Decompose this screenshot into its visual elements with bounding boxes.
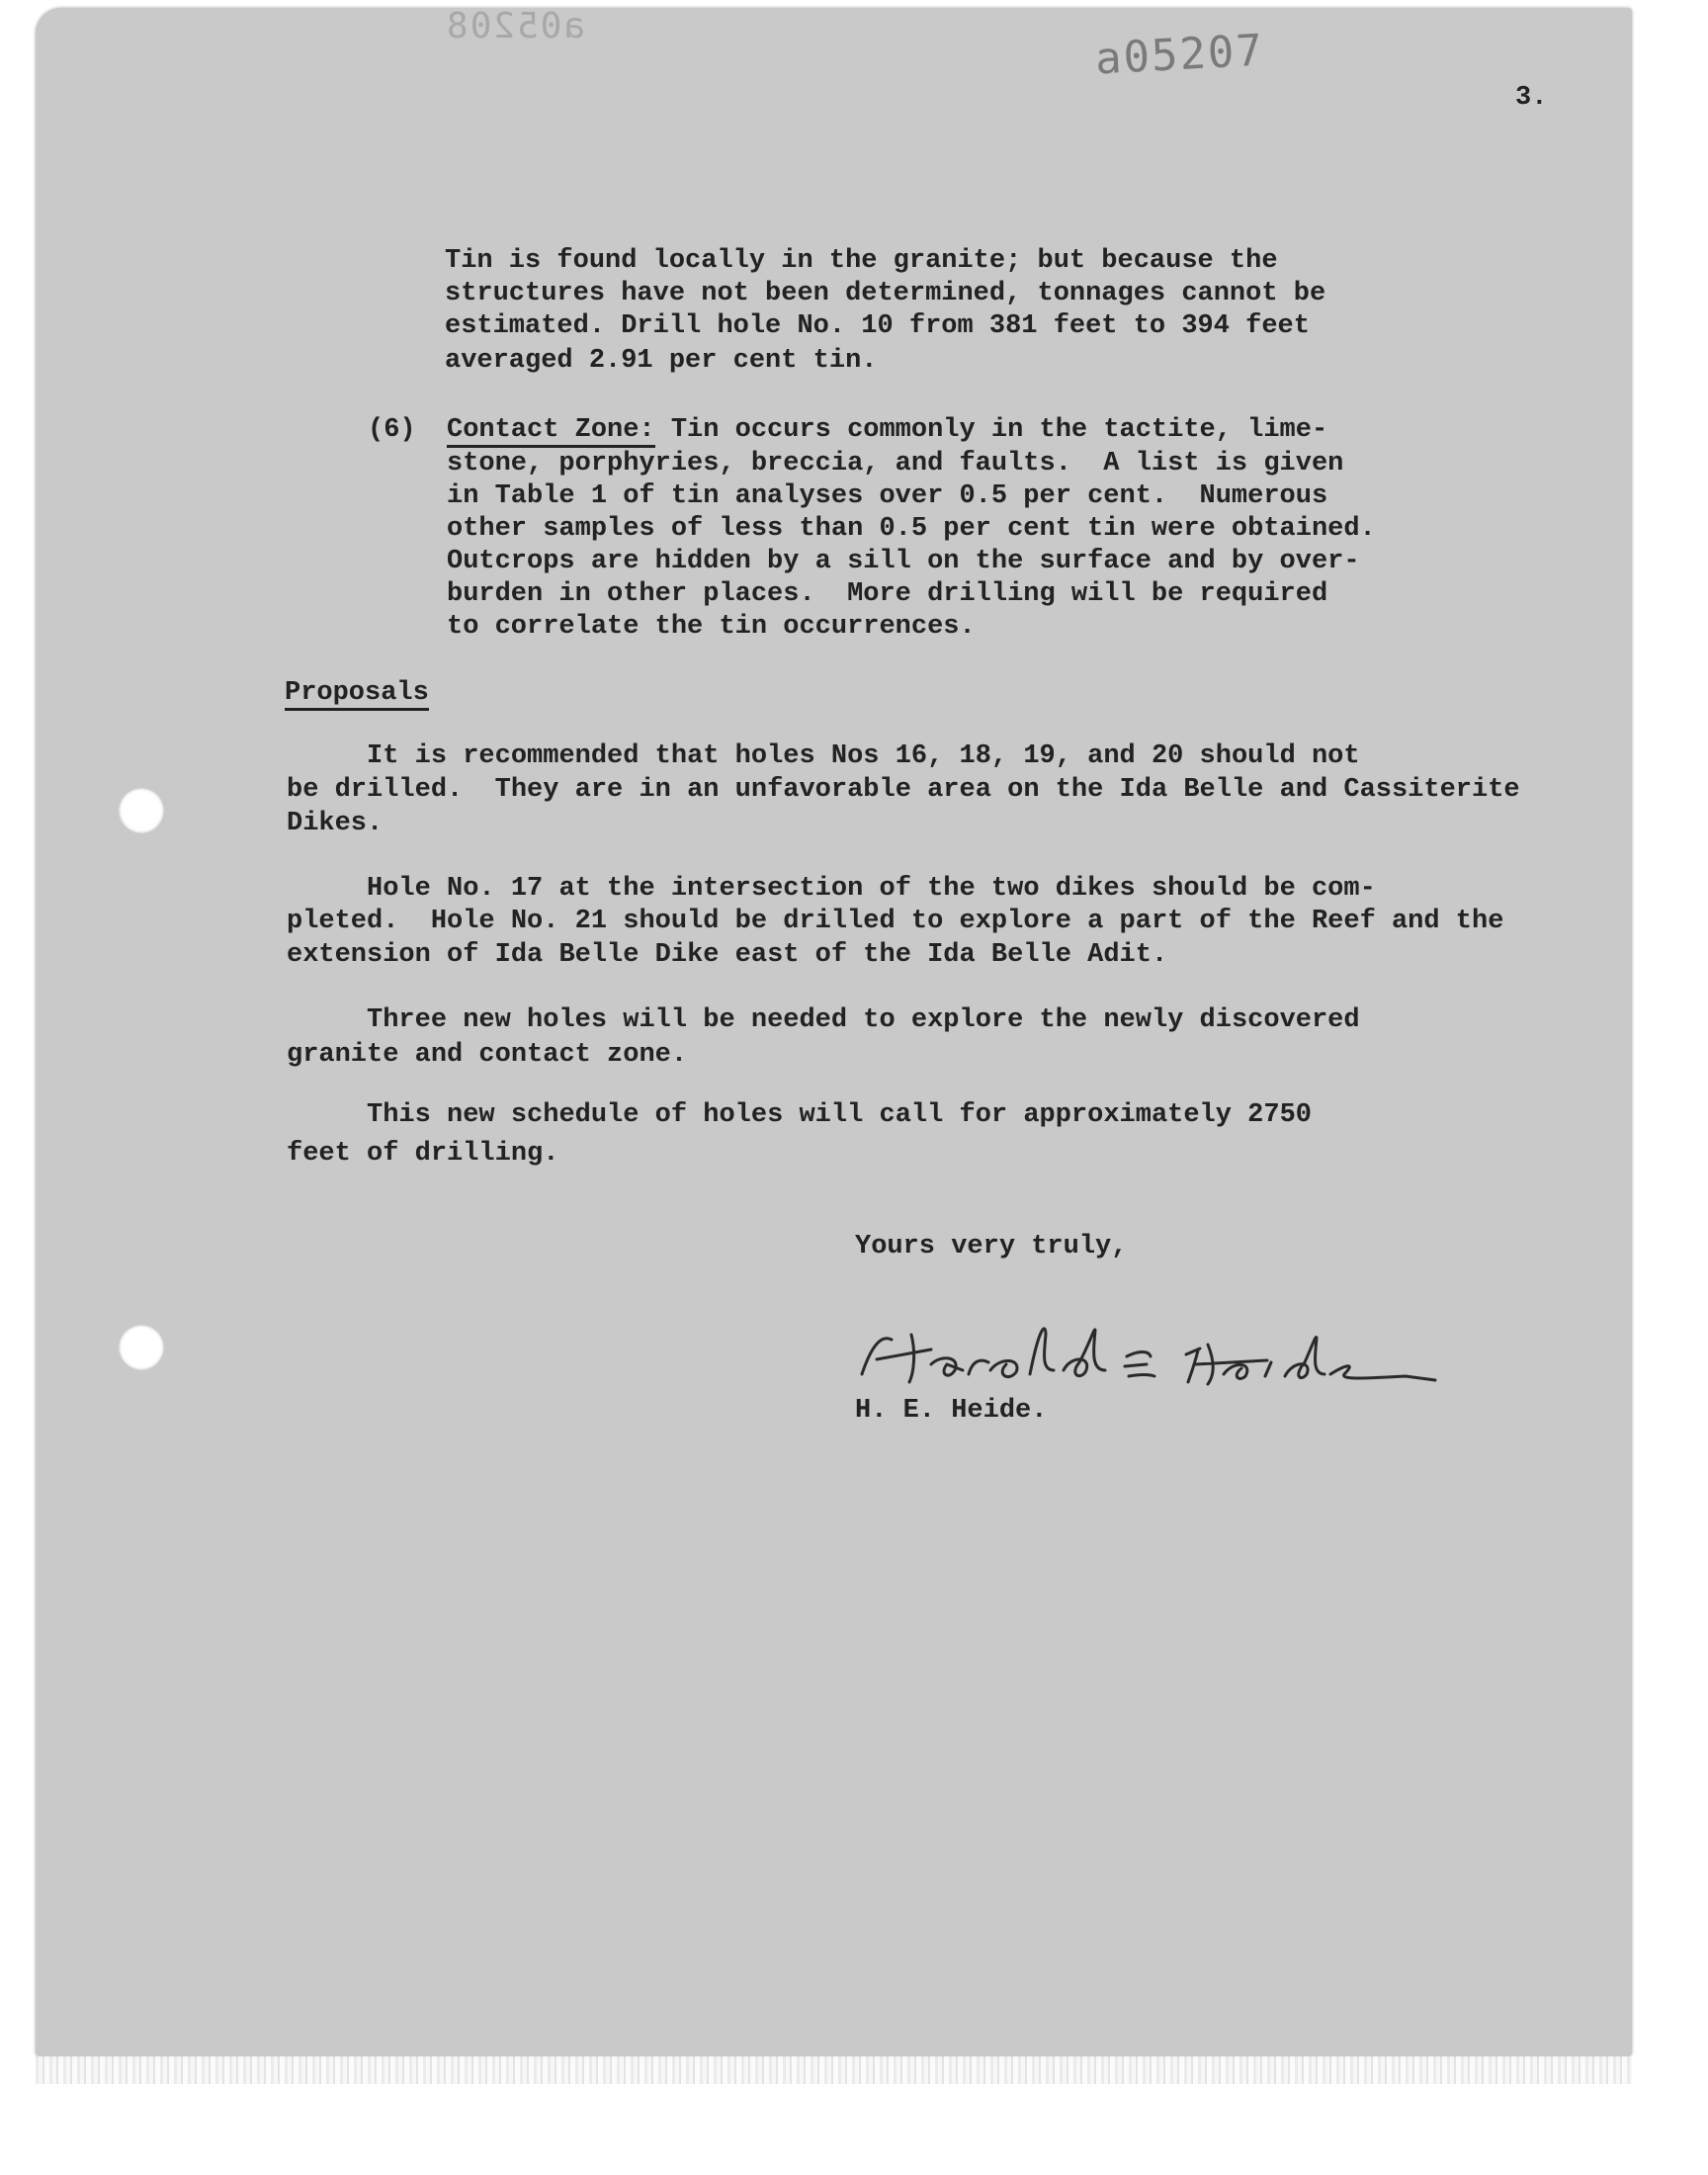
contact-zone-line: burden in other places. More drilling will be required xyxy=(447,579,1328,609)
proposal-line: pleted. Hole No. 21 should be drilled to explore a part of the Reef and the xyxy=(287,907,1504,936)
contact-zone-line: in Table 1 of tin analyses over 0.5 per cent. Numerous xyxy=(447,481,1328,511)
contact-zone-heading: Contact Zone: xyxy=(447,415,655,448)
page-number: 3. xyxy=(1515,83,1548,113)
intro-line: Tin is found locally in the granite; but because the xyxy=(445,246,1278,276)
proposal-line: granite and contact zone. xyxy=(287,1040,688,1070)
proposal-line: Three new holes will be needed to explore the newly discovered xyxy=(287,1005,1360,1035)
proposal-line: be drilled. They are in an unfavorable area on the Ida Belle and Cassiterite xyxy=(287,775,1520,805)
punch-hole xyxy=(119,1325,164,1370)
closing: Yours very truly, xyxy=(855,1232,1128,1262)
punch-hole xyxy=(119,788,164,833)
contact-zone-first-line xyxy=(447,413,1327,447)
document-id-stamp: a05207 xyxy=(1093,25,1266,85)
contact-zone-line: other samples of less than 0.5 per cent tin were obtained. xyxy=(447,514,1376,544)
proposal-line: Dikes. xyxy=(287,809,384,838)
proposal-line: extension of Ida Belle Dike east of the Ida Belle Adit. xyxy=(287,940,1168,970)
section-number: (6) xyxy=(368,415,416,445)
proposal-line: This new schedule of holes will call for approximately 2750 xyxy=(287,1100,1312,1130)
proposal-line: feet of drilling. xyxy=(287,1139,559,1169)
contact-zone-line: stone, porphyries, breccia, and faults. A list is given xyxy=(447,449,1344,478)
intro-line: averaged 2.91 per cent tin. xyxy=(445,346,878,376)
intro-line: structures have not been determined, tonnages cannot be xyxy=(445,279,1326,308)
handwritten-signature xyxy=(852,1305,1445,1404)
scan-edge-strip xyxy=(36,2056,1632,2084)
contact-zone-text: Tin occurs commonly in the tactite, lime- xyxy=(654,415,1328,445)
proposal-line: It is recommended that holes Nos 16, 18, 19, and 20 should not xyxy=(287,741,1360,771)
proposal-line: Hole No. 17 at the intersection of the two dikes should be com- xyxy=(287,874,1376,904)
proposals-heading: Proposals xyxy=(285,676,429,710)
intro-line: estimated. Drill hole No. 10 from 381 feet to 394 feet xyxy=(445,311,1310,341)
ghost-document-id: a05208 xyxy=(445,6,586,46)
contact-zone-line: to correlate the tin occurrences. xyxy=(447,612,976,642)
signer-name: H. E. Heide. xyxy=(855,1396,1048,1426)
contact-zone-line: Outcrops are hidden by a sill on the surface and by over- xyxy=(447,547,1360,576)
